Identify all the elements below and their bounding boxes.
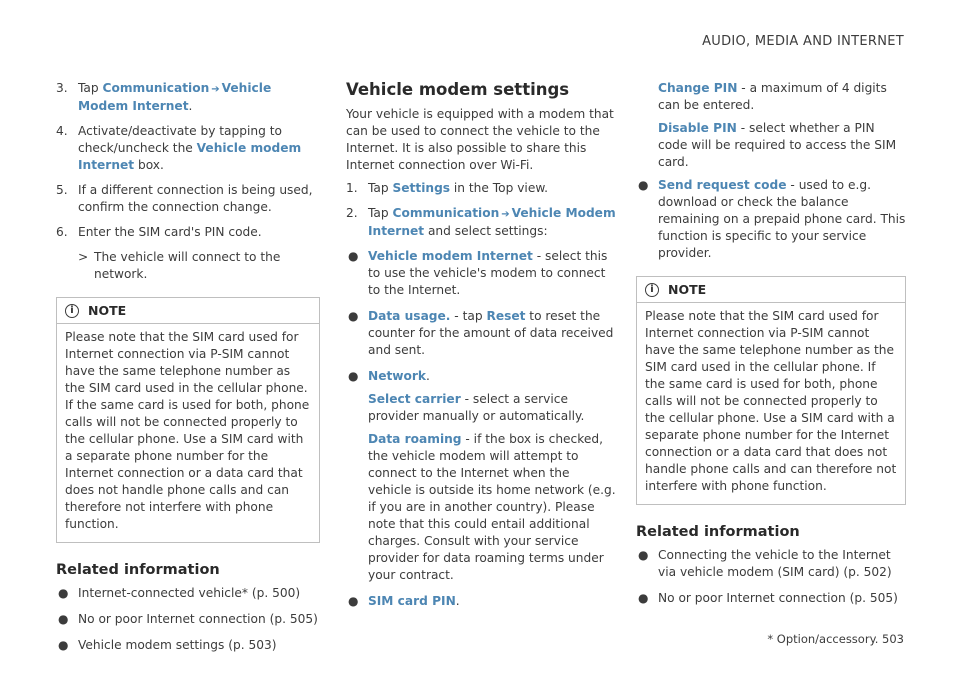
step-number: 5. xyxy=(56,183,68,197)
step-2: 2. Tap Communication ➔ Vehicle Modem Internet and select settings: xyxy=(346,206,616,238)
sub-setting-continued xyxy=(636,80,906,171)
setting-reset: Reset xyxy=(486,309,526,323)
related-information-heading: Related information xyxy=(56,562,220,578)
note-box xyxy=(56,297,320,543)
setting-vehicle-modem-internet: Vehicle modem Internet xyxy=(78,141,302,172)
column-3 xyxy=(636,80,906,616)
step-number: 4. xyxy=(56,124,68,138)
note-header: i NOTE xyxy=(57,298,319,324)
bullet-icon: ● xyxy=(638,548,649,562)
step-number: 6. xyxy=(56,225,68,239)
setting-name: Select carrier xyxy=(368,392,461,406)
sub-setting: Disable PIN - select whether a PIN code will be required to access the SIM card. xyxy=(658,121,897,169)
page-number: 503 xyxy=(882,632,904,646)
bullet-icon: ● xyxy=(348,249,359,263)
step-1: 1. Tap Settings in the Top view. xyxy=(346,181,549,195)
setting-item: ● Network. Select carrier - select a service provider manually or automatically. Data roaming - if the box is checked, the vehicle modem will attempt to connect to the Internet when the vehicle is outside its home network (e.g. if you are in another country). Please note that this could entail additional charges. Consult with your service provider for data roaming terms under your contract. xyxy=(348,369,616,582)
step-result: > The vehicle will connect to the network. xyxy=(78,250,281,281)
menu-path-vehicle-modem: Vehicle Modem Internet xyxy=(368,206,616,238)
related-information-heading: Related information xyxy=(636,524,800,540)
setting-item: ● Data usage. - tap Reset to reset the counter for the amount of data received and sent. xyxy=(348,309,614,357)
setting-name: Send request code xyxy=(658,178,787,192)
setting-name: SIM card PIN xyxy=(368,594,456,608)
step-3: 3. Tap Communication ➔ Vehicle Modem Internet. xyxy=(56,81,272,113)
bullet-icon: ● xyxy=(58,586,69,600)
related-link[interactable]: ● Connecting the vehicle to the Internet via vehicle modem (SIM card) (p. 502) xyxy=(638,548,892,579)
setting-item: ● Send request code - used to e.g. download or check the balance remaining on a prepaid phone card. This function is specific to your service provider. xyxy=(638,178,906,260)
setting-item: ● Vehicle modem Internet - select this to use the vehicle's modem to connect to the Internet. xyxy=(348,249,608,297)
menu-path-communication: Communication xyxy=(102,81,210,95)
sub-setting: Select carrier - select a service provider manually or automatically. xyxy=(368,392,585,423)
setting-name: Disable PIN xyxy=(658,121,737,135)
bullet-icon: ● xyxy=(348,309,359,323)
sub-setting: Data roaming - if the box is checked, the vehicle modem will attempt to connect to the Internet when the vehicle is outside its home network (e.g. if you are in another country). Please note that this could entail additional charges. Consult with your service provider for data roaming terms under your contract. xyxy=(368,432,616,582)
result-arrow: > xyxy=(78,250,89,264)
related-link[interactable]: ● Internet-connected vehicle* (p. 500) xyxy=(58,586,301,600)
step-number: 3. xyxy=(56,81,68,95)
bullet-icon: ● xyxy=(348,594,359,608)
page-footer xyxy=(767,631,904,648)
note-body: Please note that the SIM card used for Internet connection via P-SIM cannot have the same telephone number as the SIM card used in the cellular phone. If the same card is used for both, phone calls will not be connected properly to the cellular phone. Use a SIM card with a separate phone number for the Internet connection or a data card that does not handle phone calls and can therefore not interfere with phone function. xyxy=(65,330,310,531)
page-header: AUDIO, MEDIA AND INTERNET xyxy=(702,34,904,49)
footnote: * Option/accessory. xyxy=(767,632,879,646)
section-title: Vehicle modem settings xyxy=(346,80,570,99)
setting-name: Data roaming xyxy=(368,432,462,446)
menu-path-communication: Communication xyxy=(392,206,500,220)
column-1 xyxy=(56,80,320,663)
setting-item: ● SIM card PIN. xyxy=(348,594,460,608)
related-link[interactable]: ● No or poor Internet connection (p. 505) xyxy=(638,591,898,605)
arrow-right-icon: ➔ xyxy=(501,209,510,220)
related-link[interactable]: ● Vehicle modem settings (p. 503) xyxy=(58,638,277,652)
step-6: 6. Enter the SIM card's PIN code. xyxy=(56,225,262,239)
menu-path-vehicle-modem: Vehicle Modem Internet xyxy=(78,81,272,113)
setting-name: Change PIN xyxy=(658,81,738,95)
setting-name: Vehicle modem Internet xyxy=(368,249,533,263)
bullet-icon: ● xyxy=(638,591,649,605)
arrow-right-icon: ➔ xyxy=(211,84,220,95)
step-5: 5. If a different connection is being used, confirm the connection change. xyxy=(56,183,313,214)
setting-name: Network xyxy=(368,369,427,383)
note-box xyxy=(636,276,906,505)
sub-setting: Change PIN - a maximum of 4 digits can be entered. xyxy=(658,81,887,112)
bullet-icon: ● xyxy=(348,369,359,383)
column-2 xyxy=(346,80,616,619)
menu-path-settings: Settings xyxy=(392,181,451,195)
step-4: 4. Activate/deactivate by tapping to check/uncheck the Vehicle modem Internet box. xyxy=(56,124,302,172)
bullet-icon: ● xyxy=(638,178,649,192)
note-body: Please note that the SIM card used for Internet connection via P-SIM cannot have the same telephone number as the SIM card used in the cellular phone. If the same card is used for both, phone calls will not be connected properly to the cellular phone. Use a SIM card with a separate phone number for the Internet connection or a data card that does not handle phone calls and can therefore not interfere with phone function. xyxy=(645,309,897,493)
related-link[interactable]: ● No or poor Internet connection (p. 505) xyxy=(58,612,318,626)
note-header: i NOTE xyxy=(637,277,905,303)
bullet-icon: ● xyxy=(58,612,69,626)
info-icon: i xyxy=(645,283,659,297)
step-number: 2. xyxy=(346,206,358,220)
step-number: 1. xyxy=(346,181,358,195)
intro-paragraph: Your vehicle is equipped with a modem that can be used to connect the vehicle to the Internet. It is also possible to share this Internet connection over Wi-Fi. xyxy=(346,107,614,172)
info-icon: i xyxy=(65,304,79,318)
setting-name: Data usage. xyxy=(368,309,451,323)
bullet-icon: ● xyxy=(58,638,69,652)
